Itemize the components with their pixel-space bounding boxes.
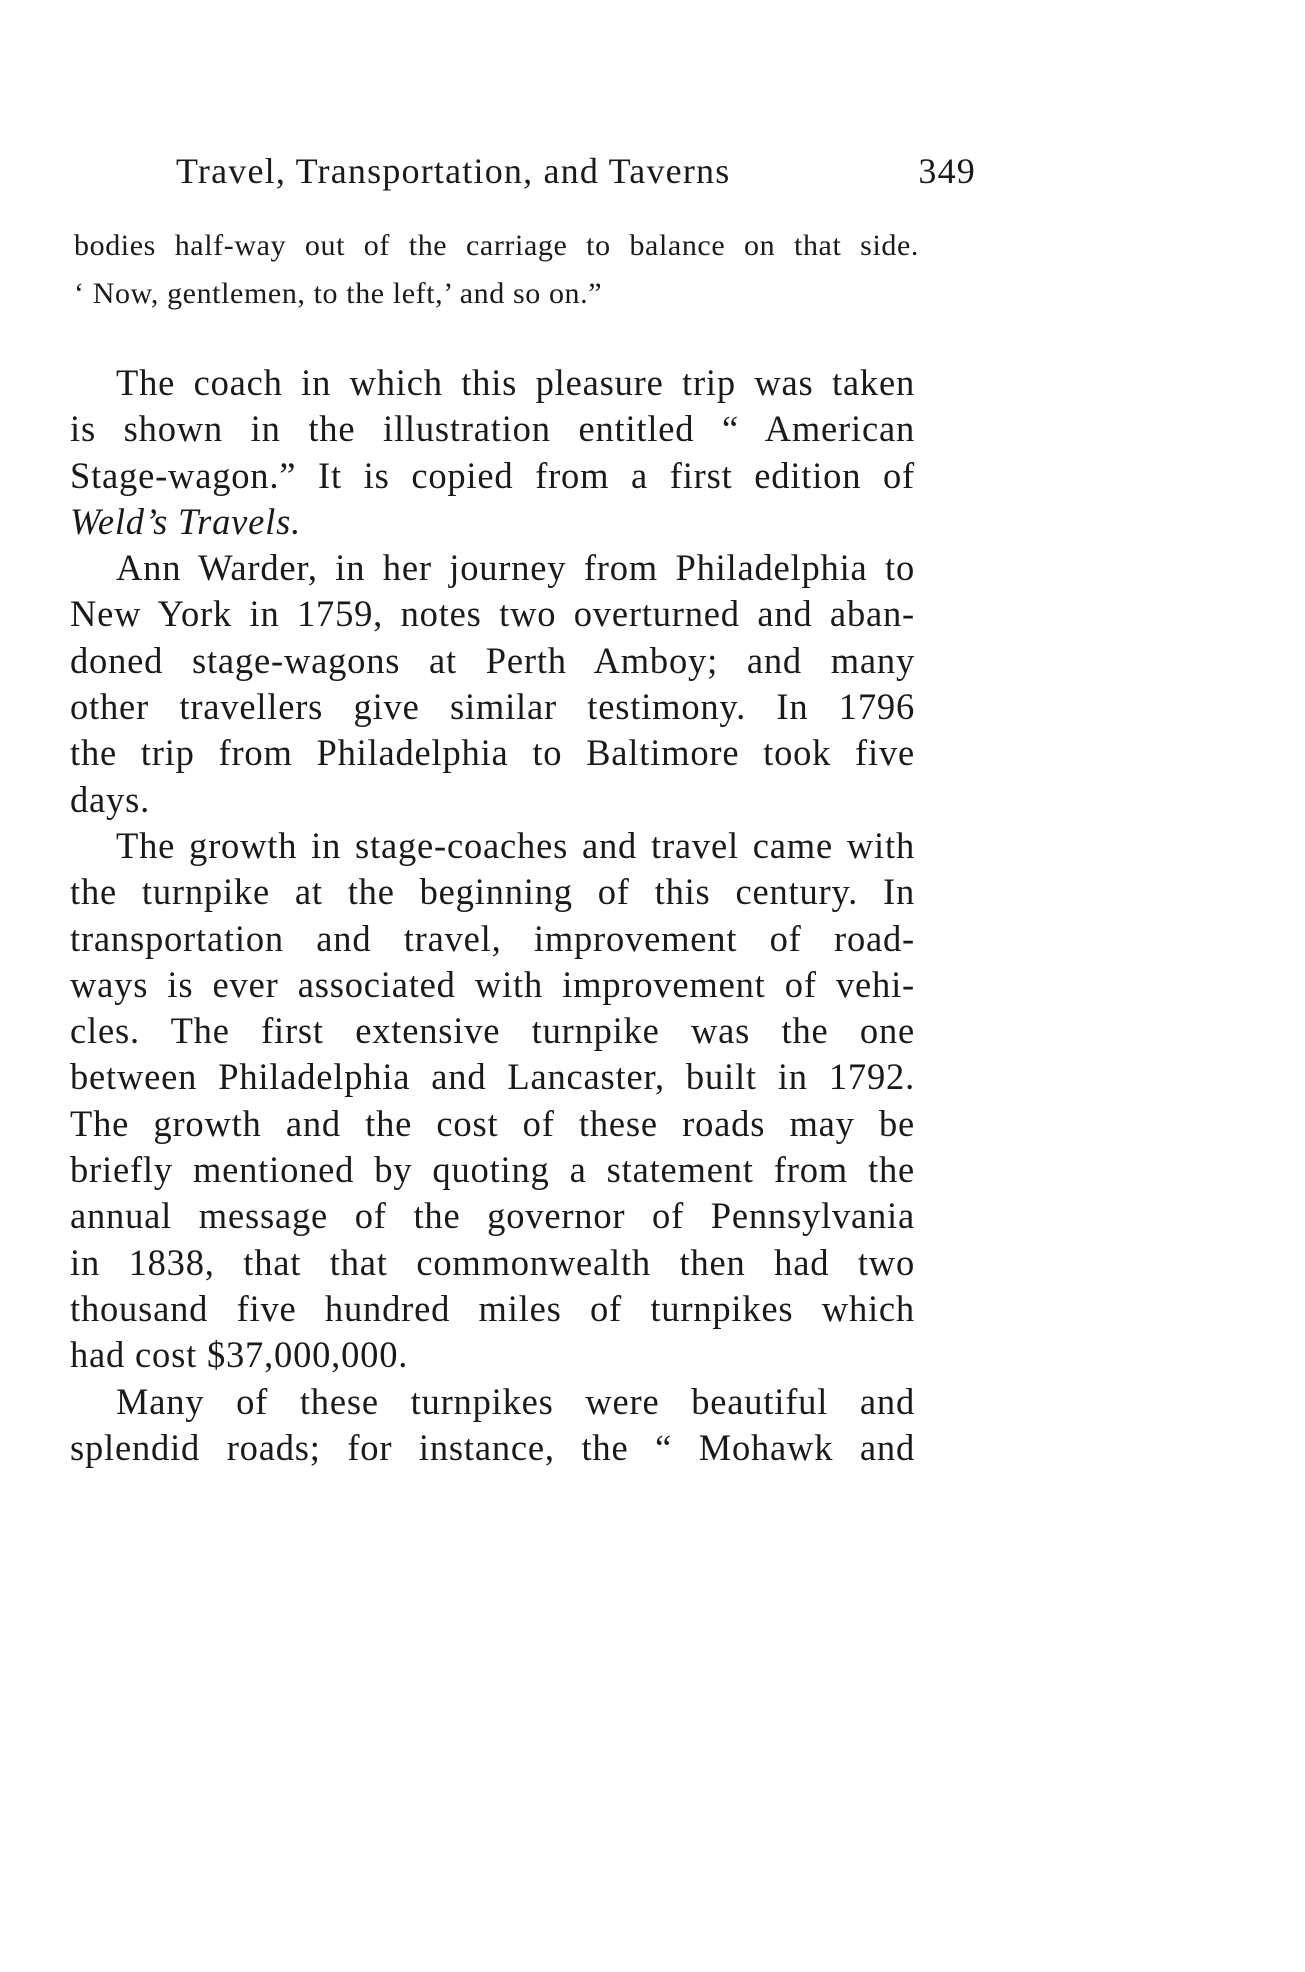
- text-line: briefly mentioned by quoting a statement from the: [70, 1149, 915, 1191]
- text-line: The growth in stage-coaches and travel came with: [116, 824, 915, 866]
- text-line: thousand five hundred miles of turnpikes which: [70, 1287, 915, 1329]
- paragraph-2: [70, 545, 915, 823]
- book-page: [66, 0, 976, 1972]
- text-line: transportation and travel, improvement of road-: [70, 917, 915, 959]
- paragraph-3: [70, 823, 915, 1379]
- text-line: had cost $37,000,000.: [70, 1334, 409, 1376]
- text-line: the turnpike at the beginning of this century. In: [70, 871, 915, 913]
- running-head: [176, 150, 976, 200]
- text-line: New York in 1759, notes two overturned and aban-: [70, 593, 915, 635]
- running-head-title: Travel, Transportation, and Taverns: [176, 151, 731, 191]
- quote-line: ‘ Now, gentlemen, to the left,’ and so on.”: [74, 277, 603, 310]
- text-line: days.: [70, 778, 151, 820]
- book-title-italic: Weld’s Travels.: [70, 500, 302, 542]
- text-line: other travellers give similar testimony. In 1796: [70, 686, 915, 728]
- page-number: 349: [918, 151, 976, 191]
- text-line: the trip from Philadelphia to Baltimore took five: [70, 732, 915, 774]
- text-line: splendid roads; for instance, the “ Mohawk and: [70, 1426, 915, 1468]
- quote-line: bodies half-way out of the carriage to balance on that side.: [74, 229, 919, 262]
- text-line: ways is ever associated with improvement of vehi-: [70, 963, 915, 1005]
- text-line: [70, 499, 915, 545]
- body-text: [70, 360, 915, 1471]
- paragraph-1: [70, 360, 915, 545]
- text-line: cles. The first extensive turnpike was the one: [70, 1010, 915, 1052]
- text-line: doned stage-wagons at Perth Amboy; and many: [70, 639, 915, 681]
- text-line: annual message of the governor of Pennsylvania: [70, 1195, 915, 1237]
- text-line: Many of these turnpikes were beautiful and: [116, 1380, 915, 1422]
- text-line: is shown in the illustration entitled “ American: [70, 408, 915, 450]
- text-line: between Philadelphia and Lancaster, built in 1792.: [70, 1056, 915, 1098]
- text-line: Stage-wagon.” It is copied from a first edition of: [70, 454, 915, 496]
- text-line: The coach in which this pleasure trip was taken: [116, 362, 915, 403]
- text-line: The growth and the cost of these roads may be: [70, 1102, 915, 1144]
- text-line: Ann Warder, in her journey from Philadelphia to: [116, 547, 915, 589]
- text-line: in 1838, that that commonwealth then had two: [70, 1241, 915, 1283]
- block-quote: [74, 222, 919, 318]
- paragraph-4: [70, 1379, 915, 1472]
